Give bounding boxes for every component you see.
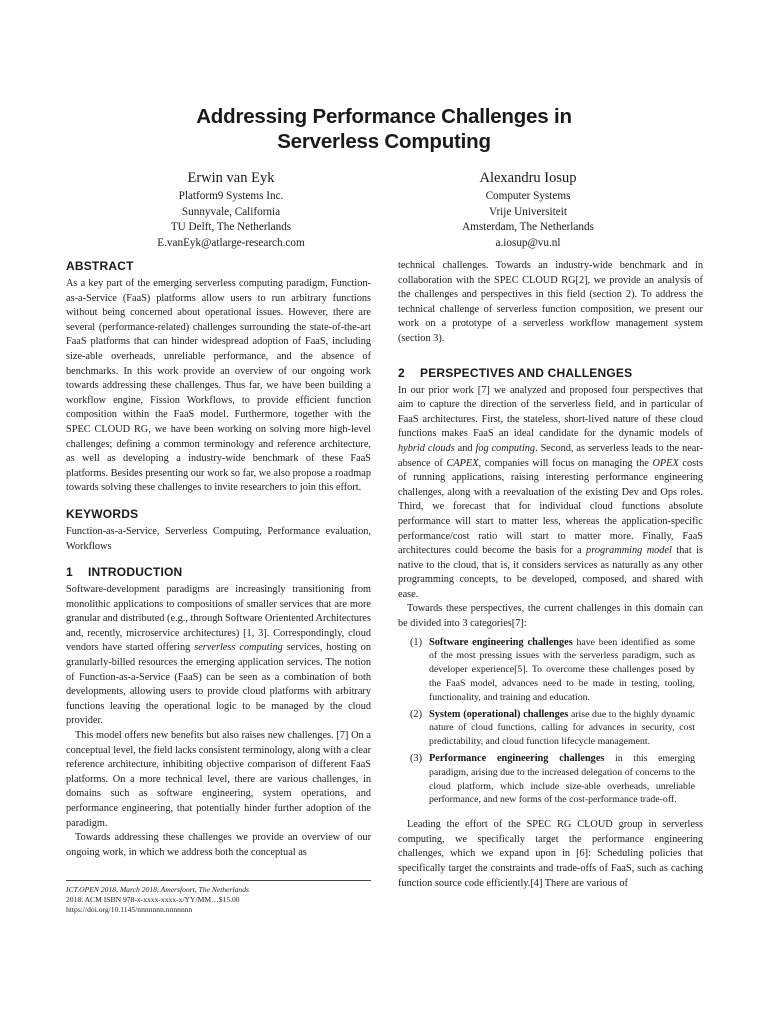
author-affiliation-line: TU Delft, The Netherlands xyxy=(170,221,292,233)
intro-paragraph-4: technical challenges. Towards an industry-wide benchmark and in collaboration with the SPEC CLOUD RG[2], we provide an analysis of the challenges and perspectives in this field (section 2). To address the technical challenge of serverless function composition, we present our work on a prototype of a serverless workflow management system (section 3). xyxy=(398,260,703,344)
perspectives-paragraph-1: In our prior work [7] we analyzed and proposed four perspectives that aim to capture the direction of the serverless field, and in particular of FaaS architectures. First, the stateless, short-lived nature of these cloud functions makes FaaS an ideal candidate for the dynamic models of hybrid clouds and fog computing. Second, as serverless leads to the near-absence of CAPEX, companies will focus on managing the OPEX costs of running applications, raising interesting performance engineering challenges, along with a reevaluation of the existing Dev and Ops roles. Third, we forecast that for individual cloud functions absolute performance will start to matter less, whereas the application-specific performance/cost ratio will start to matter more. Finally, FaaS architectures could become the basis for a programming model that is native to the cloud, that is, it considers services as naturally as any other programming concepts, to be developed, composed, and shared with ease. xyxy=(398,384,704,600)
title-line-1: Addressing Performance Challenges in xyxy=(196,105,572,128)
list-item: (3) Performance engineering challenges in this emerging paradigm, arising due to the increased delegation of concerns to the cloud platform, which include size-able overheads, unreliable performance, and new forms of the cost-performance trade-off. xyxy=(410,753,695,806)
author-name: Alexandru Iosup xyxy=(479,170,577,186)
footnote-doi: https://doi.org/10.1145/nnnnnnn.nnnnnnn xyxy=(66,905,193,915)
list-item: (1) Software engineering challenges have been identified as some of the most pressing issues with the serverless paradigm, such as developer experience[5]. To overcome these challenges posed by the FaaS model, advances need to be made in testing, tooling, functionality, and training and education. xyxy=(410,636,695,703)
introduction-heading xyxy=(66,564,371,580)
author-affiliation-line: Platform9 Systems Inc. xyxy=(178,190,284,202)
section-number: 1 xyxy=(66,565,73,580)
author-affiliation-line: Computer Systems xyxy=(485,190,571,202)
keywords-text: Function-as-a-Service, Serverless Computing, Performance evaluation, Workflows xyxy=(66,525,371,552)
author-name: Erwin van Eyk xyxy=(187,170,275,186)
challenge-list xyxy=(398,636,703,808)
list-item: (2) System (operational) challenges arise due to the highly dynamic nature of cloud functions, calling for advances in security, cost predictability, and cloud function lifecycle management. xyxy=(410,708,695,748)
author-block-1 xyxy=(101,169,361,251)
author-email: a.iosup@vu.nl xyxy=(495,236,561,249)
footnote-venue: ICT.OPEN 2018, March 2018, Amersfoort, The Netherlands xyxy=(66,885,249,894)
perspectives-paragraph-3: Leading the effort of the SPEC RG CLOUD group in serverless computing, we specifically target the performance engineering challenges, which we expand upon in [6]: Scheduling policies that specifically target the constraints and trade-offs of FaaS, such as caching function source code efficiently.[4] There are various of xyxy=(398,819,703,889)
section-number: 2 xyxy=(398,365,405,380)
perspectives-heading xyxy=(398,365,703,381)
section-title: INTRODUCTION xyxy=(88,565,183,580)
intro-paragraph-2: This model offers new benefits but also raises new challenges. [7] On a conceptual level, the field lacks consistent terminology, along with a clear reference architecture, inhibiting objective comparison of different FaaS platforms. On a more technical level, there are various challenges, in domains such as software engineering, system operations, and performance engineering, that potentially hinder further adoption of the paradigm. xyxy=(66,730,371,829)
author-affiliation-line: Amsterdam, The Netherlands xyxy=(462,221,594,233)
left-column xyxy=(66,258,371,860)
paper-title xyxy=(84,104,684,154)
footnote-isbn: 2018. ACM ISBN 978-x-xxxx-xxxx-x/YY/MM…$15.00 xyxy=(66,895,240,905)
section-title: PERSPECTIVES AND CHALLENGES xyxy=(420,365,633,380)
abstract-heading: ABSTRACT xyxy=(66,259,134,273)
abstract-text: As a key part of the emerging serverless computing paradigm, Function-as-a-Service (FaaS) platforms allow users to run arbitrary functions without being concerned about operational issues. However, there are several (performance-related) challenges surrounding the state-of-the-art FaaS platforms that can hinder widespread adoption of FaaS, including size-able overheads, unreliable performance, and the absence of benchmarks. In this work provide an overview of our ongoing work towards addressing these challenges. Thus far, we have been building a workflow engine, Fission Workflows, to provide efficient function composition within the FaaS model. Furthermore, together with the SPEC CLOUD RG, we have been working on solving more high-level challenges; defining a common terminology and reference architecture, as well as developing a industry-wide benchmark of these FaaS platforms. Besides presenting our work so far, we also propose a roadmap towards solving these challenges to invite researchers to join this effort. xyxy=(66,278,371,494)
perspectives-paragraph-2: Towards these perspectives, the current challenges in this domain can be divided into 3 categories[7]: xyxy=(398,603,703,630)
intro-paragraph-3: Towards addressing these challenges we provide an overview of our ongoing work, in which we address both the conceptual as xyxy=(66,832,371,858)
author-block-2 xyxy=(398,169,658,251)
author-affiliation-line: Vrije Universiteit xyxy=(489,205,567,218)
title-line-2: Serverless Computing xyxy=(277,130,491,153)
keywords-heading: KEYWORDS xyxy=(66,506,139,521)
intro-paragraph-1: Software-development paradigms are increasingly transitioning from monolithic applications to compositions of smaller services that are more granular and distributed (e.g., through Software Orientented Architectures and, recently, microservice architectures) [1, 3]. Correspondingly, cloud vendors have started offering serverless computing services, hosting on granularly-billed resources the emerging application services. The notion of Function-as-a-Service (FaaS) can be seen as a combination of both developments, allowing users to provide cloud platforms with arbitrary functions leaving the operational logic to be managed by the cloud provider. xyxy=(66,584,371,727)
footnote xyxy=(66,880,371,916)
author-affiliation-line: Sunnyvale, California xyxy=(181,205,281,218)
author-email: E.vanEyk@atlarge-research.com xyxy=(157,236,305,249)
right-column xyxy=(398,259,703,891)
